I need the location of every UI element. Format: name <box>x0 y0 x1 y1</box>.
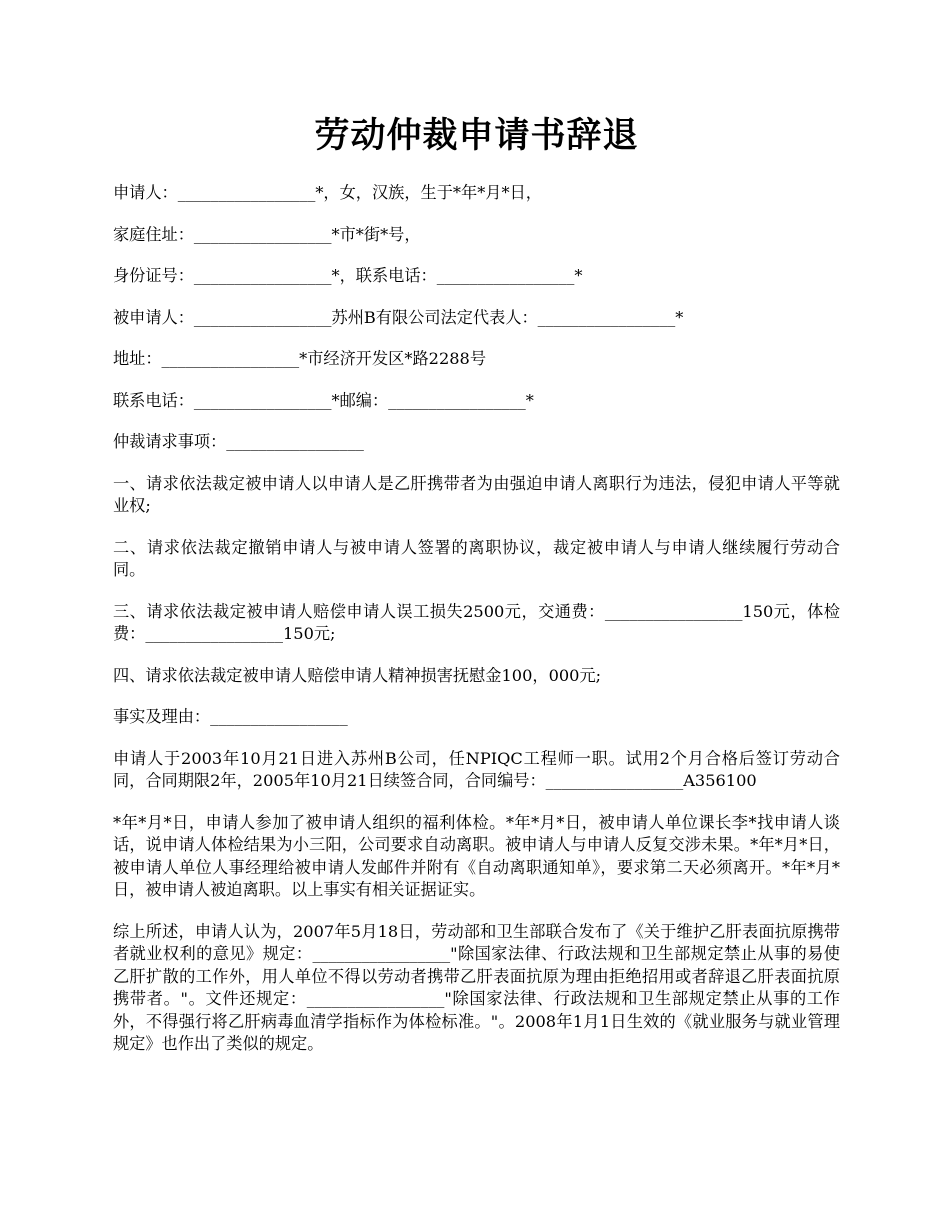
applicant-line: 申请人：_________________*，女，汉族，生于*年*月*日， <box>113 183 542 202</box>
facts-heading: 事实及理由：_________________ <box>113 707 348 726</box>
respondent-line: 被申请人：_________________苏州B有限公司法定代表人：_________________* <box>113 307 684 327</box>
conclusion-paragraph: 综上所述，申请人认为，2007年5月18日，劳动部和卫生部联合发布了《关于维护乙肝表面抗原携带者就业权利的意见》规定：_________________"除国家法律、行政法规和卫生部规定禁止从事的易使乙肝扩散的工作外，用人单位不得以劳动者携带乙肝表面抗原为理由拒绝招用或者辞退乙肝表面抗原携带者。"。文件还规定：_________________"除国家法律、行政法规和卫生部规定禁止从事的工作外，不得强行将乙肝病毒血清学指标作为体检标准。"。2008年1月1日生效的《就业服务与就业管理规定》也作出了类似的规定。 <box>113 921 840 1053</box>
claims-heading: 仲裁请求事项：_________________ <box>113 432 364 451</box>
claim-item-4: 四、请求依法裁定被申请人赔偿申请人精神损害抚慰金100，000元; <box>113 665 602 685</box>
facts-paragraph-1: 申请人于2003年10月21日进入苏州B公司，任NPIQC工程师一职。试用2个月合格后签订劳动合同，合同期限2年，2005年10月21日续签合同，合同编号：_________________A356100 <box>113 748 840 790</box>
claim-item-1: 一、请求依法裁定被申请人以申请人是乙肝携带者为由强迫申请人离职行为违法，侵犯申请人平等就业权; <box>113 473 840 515</box>
document-page <box>113 112 840 1075</box>
respondent-address-line: 地址：_________________*市经济开发区*路2288号 <box>113 349 487 368</box>
home-address-line: 家庭住址：_________________*市*街*号， <box>113 224 421 244</box>
document-title: 劳动仲裁申请书辞退 <box>314 115 639 156</box>
respondent-contact-line: 联系电话：_________________*邮编：_________________* <box>113 390 534 410</box>
id-phone-line: 身份证号：_________________*，联系电话：_________________* <box>113 266 583 285</box>
claim-item-2: 二、请求依法裁定撤销申请人与被申请人签署的离职协议，裁定被申请人与申请人继续履行劳动合同。 <box>113 537 840 579</box>
facts-paragraph-2: *年*月*日，申请人参加了被申请人组织的福利体检。*年*月*日，被申请人单位课长李*找申请人谈话，说申请人体检结果为小三阳，公司要求自动离职。被申请人与申请人反复交涉未果。*年*月*日，被申请人单位人事经理给被申请人发邮件并附有《自动离职通知单》，要求第二天必须离开。*年*月*日，被申请人被迫离职。以上事实有相关证据证实。 <box>113 812 840 899</box>
claim-item-3: 三、请求依法裁定被申请人赔偿申请人误工损失2500元，交通费：_________________150元，体检费：_________________150元; <box>113 601 840 643</box>
